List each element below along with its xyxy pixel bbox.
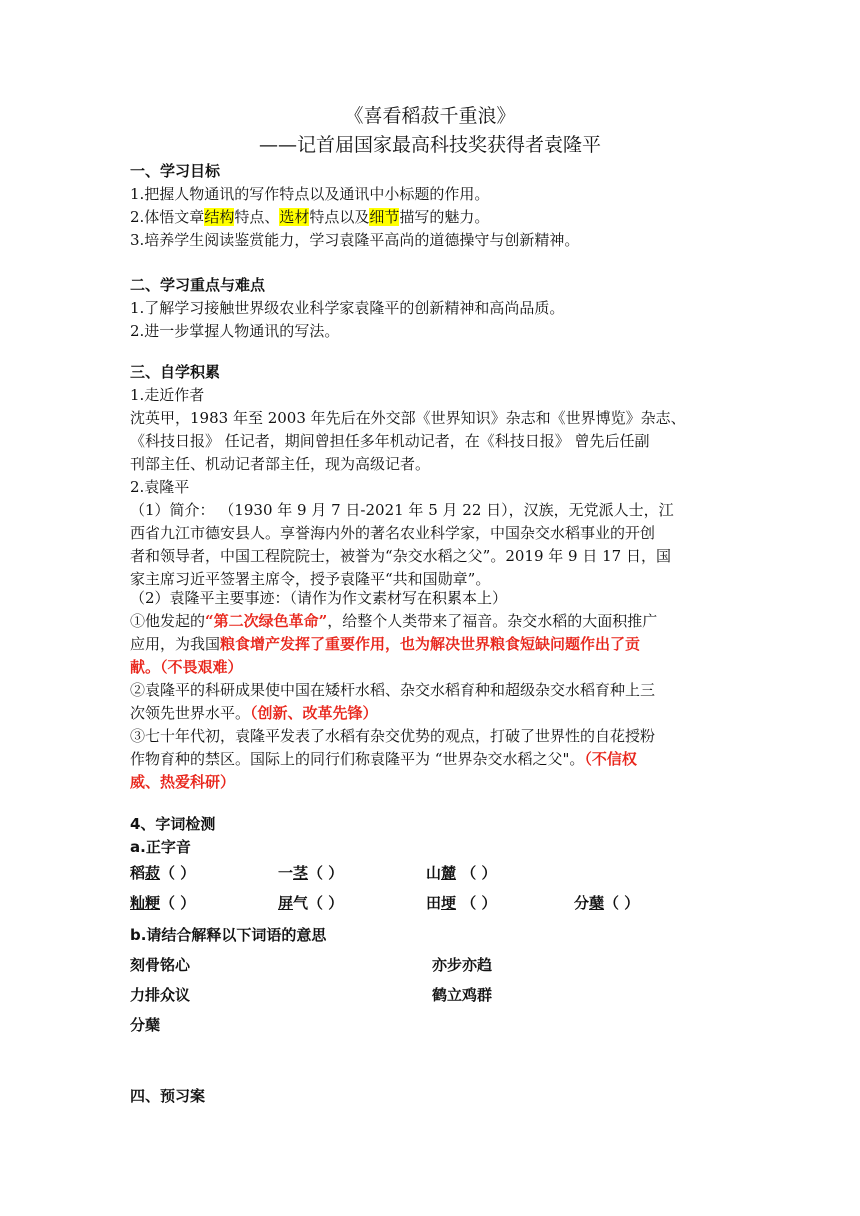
pinyin-target-char: 埂 (441, 894, 457, 912)
goal-item-2-text-b: 特点、 (234, 208, 280, 226)
meaning-heading: b.请结合解释以下词语的意思 (130, 926, 327, 944)
pinyin-char: 气 (293, 894, 309, 912)
author-line-1: 沈英甲，1983 年至 2003 年先后在外交部《世界知识》杂志和《世界博览》杂志、 (130, 409, 686, 427)
pinyin-char: 田 (426, 894, 442, 912)
deed-1-text-b: ，给整个人类带来了福音。杂交水稻的大面积推广 (327, 612, 658, 630)
vocab-word: 分蘖 (130, 1016, 161, 1034)
deed-1-red-highlight: “第二次绿色革命” (205, 612, 328, 630)
pinyin-blank[interactable]: （ ） (456, 864, 497, 882)
goal-item-2-text-c: 特点以及 (309, 208, 370, 226)
pinyin-char: 山 (426, 864, 442, 882)
pinyin-blank[interactable]: （ ） (160, 864, 196, 882)
intro-line-1: （1）简介： （1930 年 9 月 7 日-2021 年 5 月 22 日），汉族，无党派人士，江 (130, 501, 674, 519)
deed-1-line-3: 献。（不畏艰难） (130, 658, 243, 676)
author-heading: 1.走近作者 (130, 386, 205, 404)
pinyin-item (130, 862, 195, 885)
deed-3-line-3: 威、热爱科研） (130, 773, 236, 791)
deed-1-line-2-text: 应用，为我国 (130, 635, 221, 653)
section-heading-self-study: 三、自学积累 (130, 363, 221, 381)
yuan-heading: 2.袁隆平 (130, 478, 190, 496)
pinyin-char: 分 (574, 894, 590, 912)
pinyin-blank[interactable]: （ ） (308, 894, 344, 912)
vocab-word: 亦步亦趋 (432, 956, 493, 974)
section-heading-goals: 一、学习目标 (130, 162, 221, 180)
deed-1-line-2-red: 粮食增产发挥了重要作用，也为解决世界粮食短缺问题作出了贡 (220, 635, 641, 653)
focus-item-1: 1.了解学习接触世界级农业科学家袁隆平的创新精神和高尚品质。 (130, 299, 565, 317)
deed-3-red-tag-a: （不信权 (584, 750, 637, 768)
deed-2-line-2-text: 次领先世界水平。 (130, 704, 251, 722)
section-heading-word-test: 4、字词检测 (130, 815, 216, 833)
pinyin-item (426, 892, 496, 915)
highlight-material: 选材 (279, 208, 310, 226)
page-title: 《喜看稻菽千重浪》 (344, 105, 516, 127)
deed-1-line-1 (130, 610, 657, 633)
deed-1-line-2 (130, 633, 640, 656)
author-line-3: 刊部主任、机动记者部主任，现为高级记者。 (130, 455, 431, 473)
deed-2-line-1: ②袁隆平的科研成果使中国在矮杆水稻、杂交水稻育种和超级杂交水稻育种上三 (130, 681, 656, 699)
vocab-word: 鹤立鸡群 (432, 986, 493, 1004)
pinyin-item (278, 862, 343, 885)
pinyin-char: 稻 (130, 864, 146, 882)
pinyin-blank[interactable]: （ ） (308, 864, 344, 882)
highlight-structure: 结构 (204, 208, 235, 226)
deed-3-line-2 (130, 748, 637, 771)
deed-2-line-2 (130, 702, 378, 725)
goal-item-2 (130, 206, 489, 229)
section-heading-focus: 二、学习重点与难点 (130, 276, 266, 294)
pinyin-target-char: 茎 (293, 864, 309, 882)
pinyin-target-char: 菽 (145, 864, 161, 882)
pinyin-target-char: 屏 (278, 894, 294, 912)
pinyin-blank[interactable]: （ ） (160, 894, 196, 912)
section-heading-preview: 四、预习案 (130, 1087, 206, 1105)
author-line-2: 《科技日报》 任记者，期间曾担任多年机动记者，在《科技日报》 曾先后任副 (130, 432, 650, 450)
intro-line-4: 家主席习近平签署主席令，授予袁隆平“共和国勋章”。 (130, 570, 491, 588)
pinyin-blank[interactable]: （ ） (604, 894, 640, 912)
pinyin-item (278, 892, 343, 915)
intro-line-2: 西省九江市德安县人。享誉海内外的著名农业科学家，中国杂交水稻事业的开创 (130, 524, 656, 542)
goal-item-2-text-d: 描写的魅力。 (399, 208, 490, 226)
goal-item-3: 3.培养学生阅读鉴赏能力，学习袁隆平高尚的道德操守与创新精神。 (130, 231, 580, 249)
goal-item-1: 1.把握人物通讯的写作特点以及通讯中小标题的作用。 (130, 185, 490, 203)
intro-line-3: 者和领导者，中国工程院院士，被誉为“杂交水稻之父”。2019 年 9 日 17 日，国 (130, 547, 671, 565)
deed-1-text-a: ①他发起的 (130, 612, 206, 630)
pinyin-item (130, 892, 195, 915)
deed-3-line-1: ③七十年代初，袁隆平发表了水稻有杂交优势的观点，打破了世界性的自花授粉 (130, 727, 656, 745)
goal-item-2-text-a: 2.体悟文章 (130, 208, 205, 226)
highlight-detail: 细节 (369, 208, 400, 226)
pinyin-char: 一 (278, 864, 294, 882)
pronunciation-heading: a.正字音 (130, 838, 191, 856)
vocab-word: 刻骨铭心 (130, 956, 191, 974)
deed-3-line-2-text: 作物育种的禁区。国际上的同行们称袁隆平为 “世界杂交水稻之父"。 (130, 750, 585, 768)
deeds-heading: （2）袁隆平主要事迹：（请作为作文素材写在积累本上） (130, 589, 508, 607)
vocab-word: 力排众议 (130, 986, 191, 1004)
pinyin-target-char: 蘖 (589, 894, 605, 912)
pinyin-target-char: 籼粳 (130, 894, 161, 912)
deed-2-red-tag: （创新、改革先锋） (250, 704, 378, 722)
page-subtitle: ——记首届国家最高科技奖获得者袁隆平 (258, 134, 601, 156)
pinyin-item (426, 862, 496, 885)
pinyin-target-char: 麓 (441, 864, 457, 882)
pinyin-blank[interactable]: （ ） (456, 894, 497, 912)
focus-item-2: 2.进一步掌握人物通讯的写法。 (130, 322, 340, 340)
pinyin-item (574, 892, 639, 915)
